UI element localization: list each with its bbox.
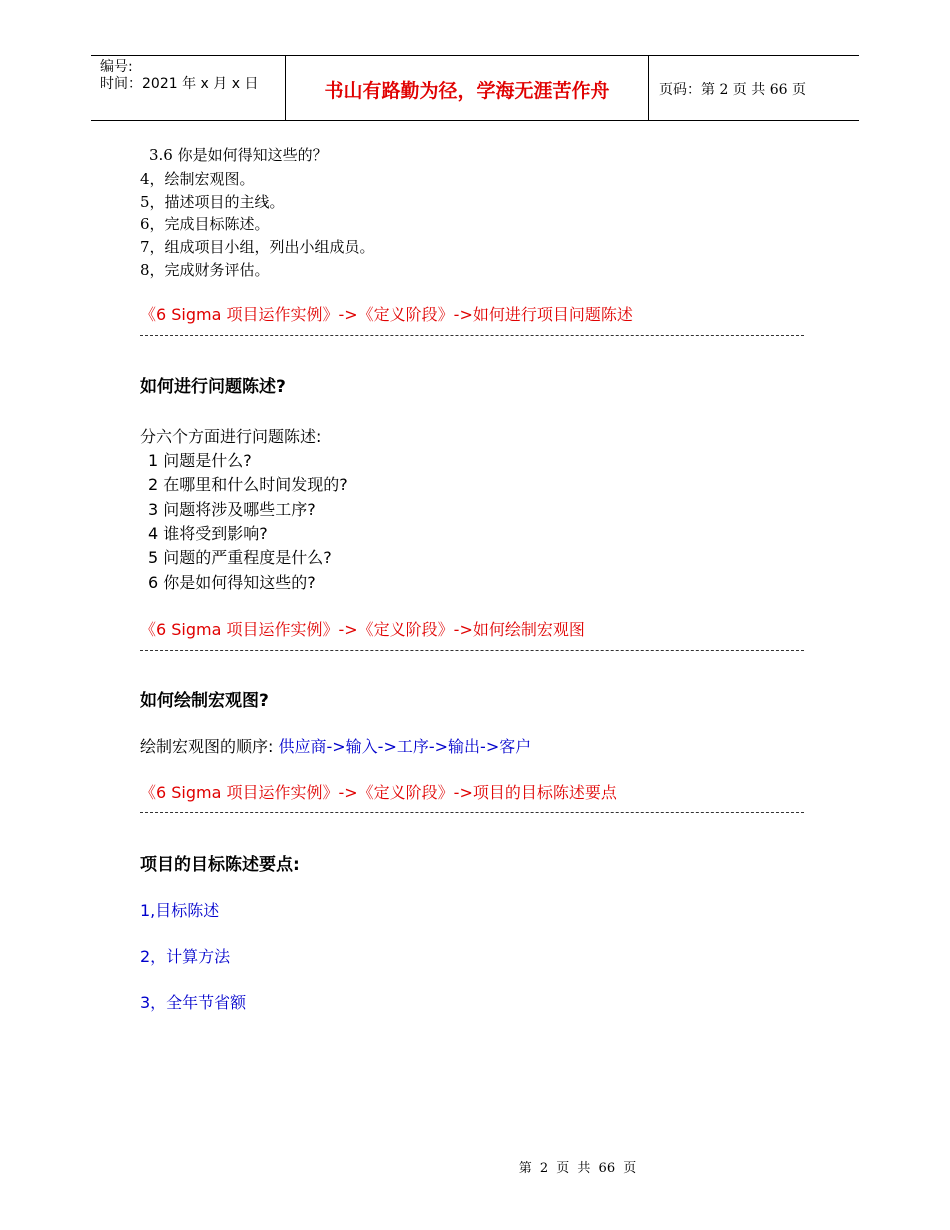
sequence-label: 绘制宏观图的顺序: <box>140 737 274 756</box>
list-item: 3.6 你是如何得知这些的？ <box>149 146 328 164</box>
list-item: 3，全年节省额 <box>140 993 247 1012</box>
list-item: 2，计算方法 <box>140 947 231 966</box>
section-heading: 如何进行问题陈述? <box>140 377 286 397</box>
list-item: 4 谁将受到影响? <box>148 524 268 543</box>
dashed-divider <box>140 650 804 651</box>
section-heading: 如何绘制宏观图? <box>140 691 269 711</box>
page-header <box>91 55 859 121</box>
header-motto: 书山有路勤为径，学海无涯苦作舟 <box>286 56 649 120</box>
section-breadcrumb-link[interactable]: 《6 Sigma 项目运作实例》->《定义阶段》->如何绘制宏观图 <box>140 620 585 639</box>
section-intro <box>140 734 531 757</box>
dashed-divider <box>140 812 804 813</box>
section-intro: 分六个方面进行问题陈述: <box>140 427 322 446</box>
header-time-label: 时间：2021 年 x 月 x 日 <box>100 76 259 92</box>
page-footer: 第 2 页 共 66 页 <box>518 1161 637 1176</box>
sequence-value: 供应商->输入->工序->输出->客户 <box>278 737 532 756</box>
dashed-divider <box>140 335 804 336</box>
section-heading: 项目的目标陈述要点: <box>140 855 300 875</box>
section-breadcrumb-link[interactable]: 《6 Sigma 项目运作实例》->《定义阶段》->如何进行项目问题陈述 <box>140 305 633 324</box>
header-number-label: 编号: <box>100 59 133 75</box>
section-breadcrumb-link[interactable]: 《6 Sigma 项目运作实例》->《定义阶段》->项目的目标陈述要点 <box>140 783 617 802</box>
header-page-info: 页码：第 2 页 共 66 页 <box>659 82 806 98</box>
list-item: 3 问题将涉及哪些工序? <box>148 500 316 519</box>
list-item: 6，完成目标陈述。 <box>140 215 270 233</box>
list-item: 5 问题的严重程度是什么? <box>148 548 332 567</box>
list-item: 4，绘制宏观图。 <box>140 170 255 188</box>
list-item: 7，组成项目小组，列出小组成员。 <box>140 238 375 256</box>
list-item: 1 问题是什么? <box>148 451 252 470</box>
list-item: 8，完成财务评估。 <box>140 261 270 279</box>
list-item: 1,目标陈述 <box>140 901 220 920</box>
header-meta <box>91 56 286 120</box>
list-item: 2 在哪里和什么时间发现的? <box>148 475 348 494</box>
list-item: 6 你是如何得知这些的? <box>148 573 316 592</box>
list-item: 5，描述项目的主线。 <box>140 193 285 211</box>
